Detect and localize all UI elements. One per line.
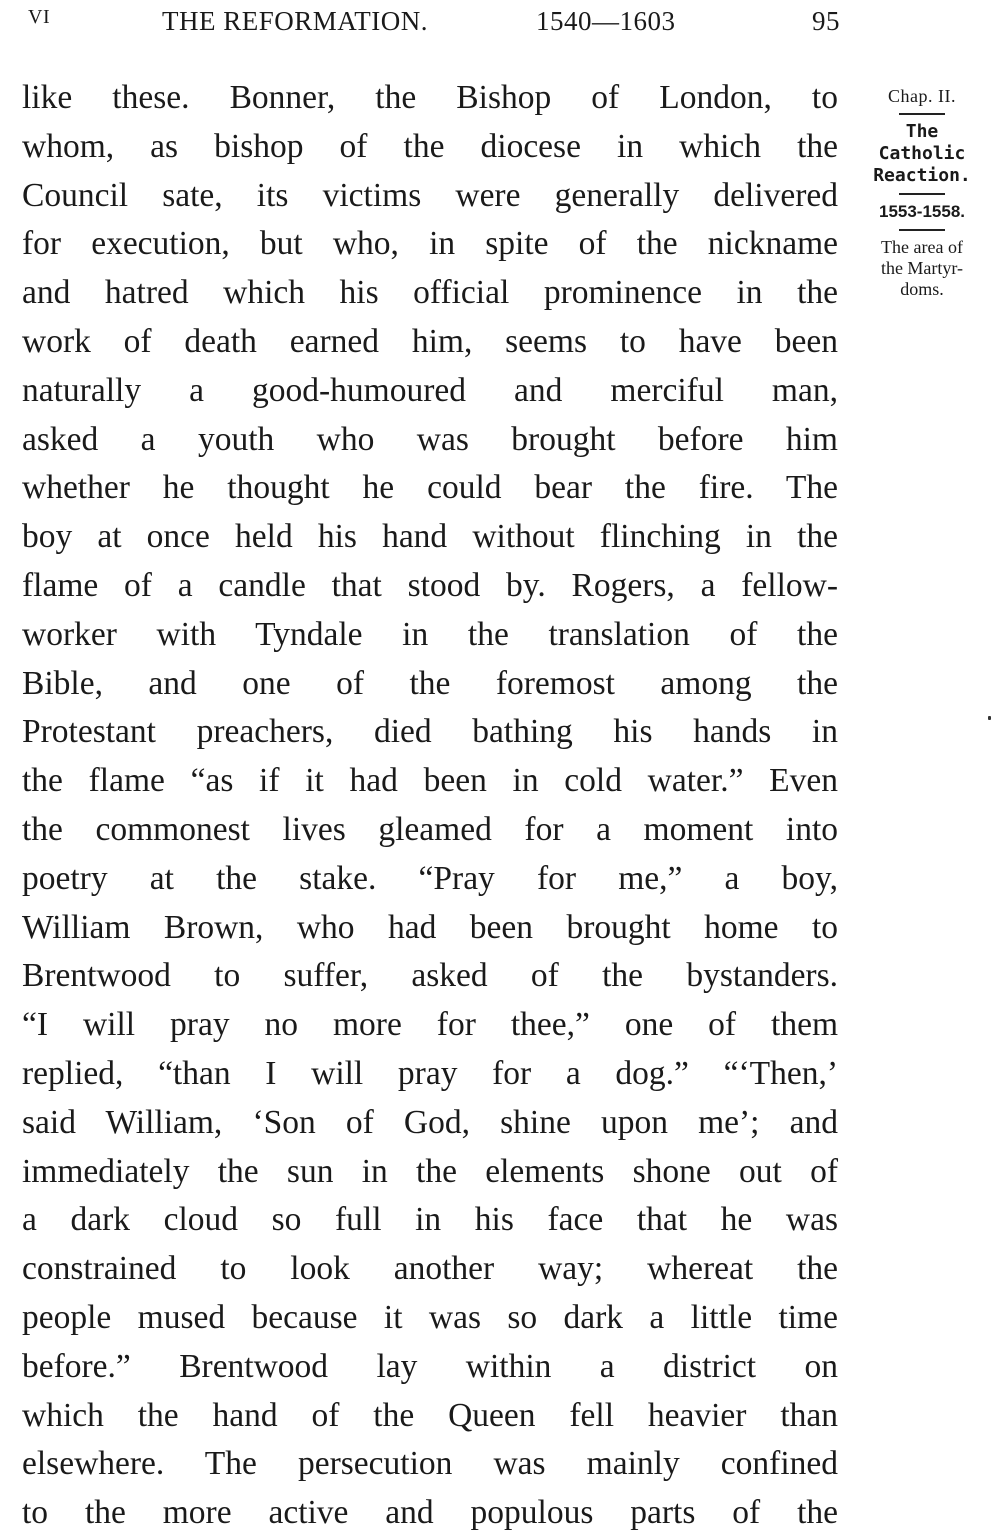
text-line: whether he thought he could bear the fire. The	[22, 469, 838, 507]
text-line: boy at once held his hand without flinching in the	[22, 518, 838, 556]
text-line: the commonest lives gleamed for a moment into	[22, 810, 838, 848]
text-line: for execution, but who, in spite of the nickname	[22, 225, 838, 263]
margin-divider	[899, 229, 945, 231]
running-header	[22, 6, 840, 40]
chapter-label: Chap. II.	[888, 86, 956, 106]
text-line: worker with Tyndale in the translation of the	[22, 615, 838, 653]
chapter-years: 1553-1558.	[878, 202, 966, 221]
body-text	[22, 74, 838, 1538]
text-line: like these. Bonner, the Bishop of London, to	[22, 79, 838, 116]
ink-speck	[988, 716, 991, 720]
text-line: the flame “as if it had been in cold water.” Even	[22, 762, 838, 800]
chapter-heading-line: Reaction.	[873, 165, 971, 186]
text-line: a dark cloud so full in his face that he was	[22, 1201, 838, 1239]
text-line: before.” Brentwood lay within a district on	[22, 1347, 838, 1385]
text-line: “I will pray no more for thee,” one of them	[22, 1006, 838, 1044]
text-line: said William, ‘Son of God, shine upon me’; and	[22, 1103, 838, 1141]
running-dates: 1540—1603	[536, 6, 676, 36]
side-note-line: doms.	[900, 279, 944, 299]
text-line: naturally a good-humoured and merciful man,	[22, 371, 838, 409]
text-line: Brentwood to suffer, asked of the bystanders.	[22, 957, 838, 995]
text-line: constrained to look another way; whereat the	[22, 1250, 838, 1288]
text-line: elsewhere. The persecution was mainly confined	[22, 1445, 838, 1483]
text-line: immediately the sun in the elements shone out of	[22, 1152, 838, 1190]
text-line: Bible, and one of the foremost among the	[22, 664, 838, 702]
text-line: replied, “than I will pray for a dog.” “‘Then,’	[22, 1054, 838, 1092]
text-line: William Brown, who had been brought home to	[22, 908, 838, 946]
marginal-notes	[852, 84, 992, 300]
margin-divider	[899, 113, 945, 115]
text-line: work of death earned him, seems to have been	[22, 322, 838, 360]
chapter-heading-line: Catholic	[878, 143, 966, 164]
text-line: Council sate, its victims were generally delivered	[22, 176, 838, 214]
text-line: people mused because it was so dark a little time	[22, 1298, 838, 1336]
text-line: Protestant preachers, died bathing his hands in	[22, 713, 838, 751]
text-line: and hatred which his official prominence in the	[22, 274, 838, 312]
margin-divider	[899, 193, 945, 195]
page-number: 95	[812, 6, 840, 36]
section-number: VI	[28, 6, 51, 28]
text-line: asked a youth who was brought before him	[22, 420, 838, 458]
text-line: which the hand of the Queen fell heavier than	[22, 1396, 838, 1434]
chapter-heading-line: The	[905, 121, 939, 142]
text-line: whom, as bishop of the diocese in which the	[22, 127, 838, 165]
side-note-line: The area of	[881, 237, 963, 257]
text-line: to the more active and populous parts of the	[22, 1494, 838, 1532]
side-note-line: the Martyr-	[880, 258, 964, 278]
running-title: THE REFORMATION.	[162, 6, 429, 36]
text-line: flame of a candle that stood by. Rogers, a fellow-	[22, 566, 838, 604]
text-line: poetry at the stake. “Pray for me,” a boy,	[22, 859, 838, 897]
